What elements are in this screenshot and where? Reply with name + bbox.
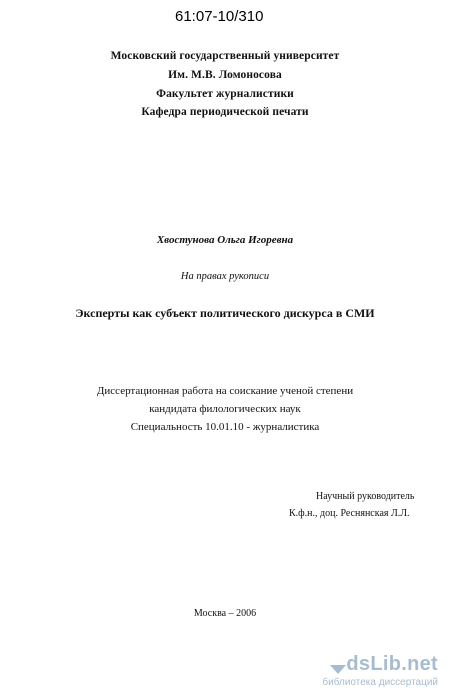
watermark-arrow-icon xyxy=(330,665,346,674)
faculty-name: Факультет журналистики xyxy=(156,88,294,100)
watermark-subtitle: библиотека диссертаций xyxy=(322,677,438,688)
rights-note: На правах рукописи xyxy=(180,271,270,282)
department-name: Кафедра периодической печати xyxy=(141,106,309,118)
supervisor-label: Научный руководитель xyxy=(316,491,415,502)
supervisor-name: К.ф.н., доц. Реснянская Л.Л. xyxy=(289,508,410,519)
specialty-line: Специальность 10.01.10 - журналистика xyxy=(130,421,320,433)
university-name: Московский государственный университет xyxy=(110,50,340,62)
university-named-after: Им. М.В. Ломоносова xyxy=(168,69,282,81)
watermark xyxy=(312,653,438,688)
degree-description-line: кандидата филологических наук xyxy=(149,403,301,415)
dissertation-title: Эксперты как субъект политического дискурса в СМИ xyxy=(75,306,375,320)
city-year: Москва – 2006 xyxy=(193,608,257,619)
degree-description-line: Диссертационная работа на соискание ученой степени xyxy=(96,385,354,397)
catalog-number: 61:07-10/310 xyxy=(175,8,264,25)
watermark-logo xyxy=(312,653,438,675)
author-name: Хвостунова Ольга Игоревна xyxy=(156,234,294,246)
watermark-logo-text: dsLib.net xyxy=(346,653,438,675)
